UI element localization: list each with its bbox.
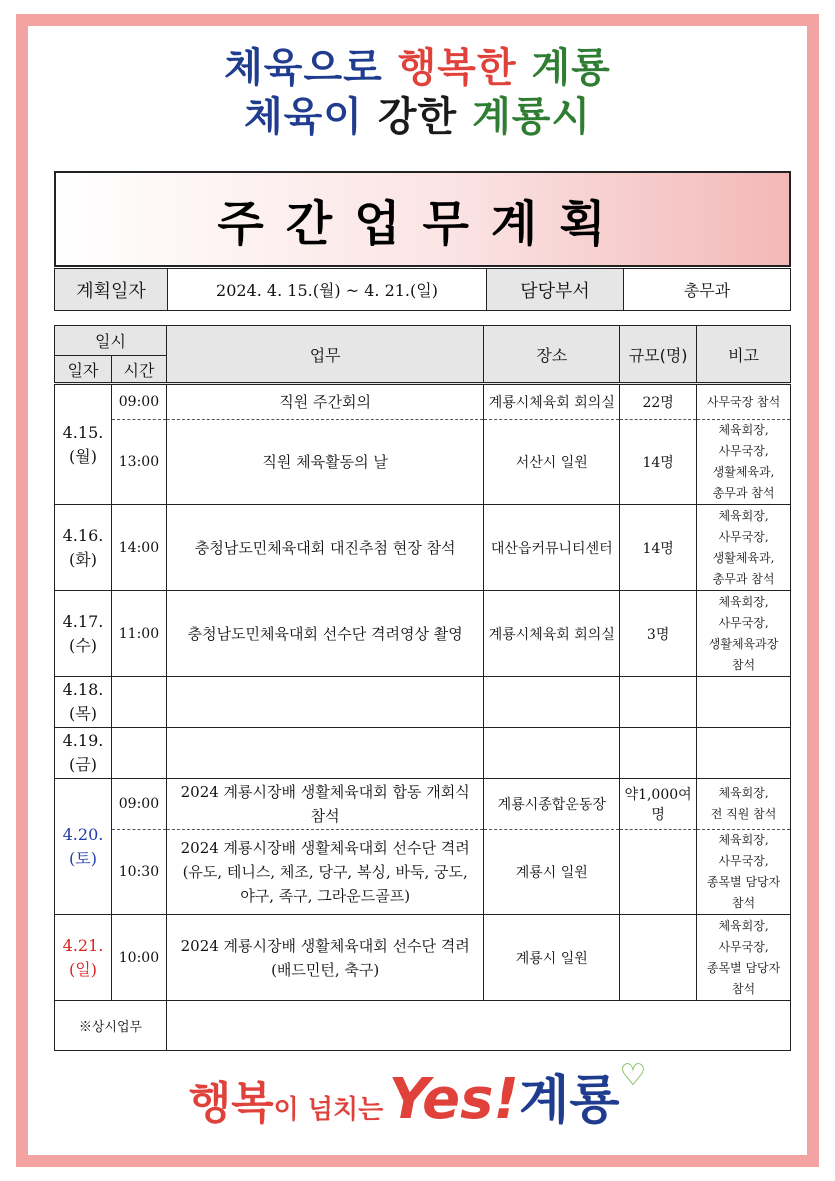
note-line: 사무국장,: [718, 939, 769, 954]
plan-date-label: 계획일자: [55, 269, 168, 311]
note-line: 사무국장,: [718, 529, 769, 544]
note-line: 생활체육과,: [712, 465, 775, 479]
scale-cell: 14명: [620, 505, 697, 591]
day-text: (금): [69, 755, 97, 774]
note-line: 생활체육과장: [708, 636, 779, 651]
note-cell: [697, 915, 791, 1001]
task-cell: 충청남도민체육대회 대진추첨 현장 참석: [166, 505, 483, 591]
footer-word: 계룡: [518, 1071, 620, 1131]
table-row: [55, 915, 791, 1001]
time-cell: 11:00: [111, 591, 166, 677]
note-line: 참석: [731, 657, 756, 672]
header-scale: 규모(명): [620, 326, 697, 384]
footer-word: 행복: [188, 1078, 274, 1129]
header-note: 비고: [697, 326, 791, 384]
table-row: [55, 677, 791, 728]
scale-cell: [620, 830, 697, 915]
table-row: [55, 384, 791, 420]
date-text: 4.20.: [62, 824, 104, 844]
note-line: 사무국장,: [718, 444, 769, 458]
time-cell: 14:00: [111, 505, 166, 591]
place-cell: 계룡시체육회 회의실: [484, 384, 620, 420]
footer-word: Yes!: [388, 1067, 519, 1132]
table-row: [55, 505, 791, 591]
slogan-word: 행복한: [397, 45, 517, 91]
time-cell: 09:00: [111, 779, 166, 830]
date-text: 4.21.: [62, 935, 104, 955]
date-cell: [55, 728, 112, 779]
note-line: 체육회장,: [718, 918, 769, 933]
time-cell: 13:00: [111, 420, 166, 505]
note-line: 체육회장,: [718, 423, 769, 437]
slogan-line-1: [0, 45, 835, 91]
regular-tasks-cell: [166, 1001, 790, 1051]
scale-cell: [620, 779, 697, 830]
date-text: 4.16.: [62, 525, 104, 545]
task-line: 참석: [310, 807, 340, 825]
note-cell: 사무국장 참석: [697, 384, 791, 420]
header-place: 장소: [484, 326, 620, 384]
date-cell: [55, 677, 112, 728]
note-cell: [697, 779, 791, 830]
slogan-word: 강한: [377, 94, 458, 140]
note-cell: [697, 420, 791, 505]
task-line: 2024 계룡시장배 생활체육대회 선수단 격려: [180, 839, 470, 857]
slogan-word: 체육으로: [224, 45, 383, 91]
scale-cell: 22명: [620, 384, 697, 420]
department-label: 담당부서: [487, 269, 624, 311]
day-text: (월): [69, 446, 97, 466]
note-line: 종목별 담당자: [706, 875, 781, 889]
scale-line: 약1,000여: [624, 787, 692, 803]
table-row: [55, 830, 791, 915]
date-cell: [55, 505, 112, 591]
slogan-word: 계룡: [531, 45, 611, 91]
task-line: 2024 계룡시장배 생활체육대회 합동 개회식: [180, 783, 470, 801]
date-cell: [55, 915, 112, 1001]
place-cell: 계룡시 일원: [484, 830, 620, 915]
task-cell: 직원 주간회의: [166, 384, 483, 420]
department-value: 총무과: [624, 269, 791, 311]
title-banner: [54, 171, 791, 267]
slogan-word: 체육이: [244, 94, 363, 140]
regular-tasks-label: ※상시업무: [55, 1001, 167, 1051]
task-cell: [166, 830, 483, 915]
day-text: (수): [69, 635, 97, 655]
scale-line: 명: [651, 807, 665, 823]
table-row: [55, 591, 791, 677]
note-line: 사무국장,: [718, 615, 769, 630]
plan-info-table: [54, 268, 791, 311]
task-line: 2024 계룡시장배 생활체육대회 선수단 격려: [180, 936, 470, 955]
heart-icon: ♡: [619, 1058, 647, 1093]
note-line: 체육회장,: [718, 786, 769, 800]
table-row: [55, 779, 791, 830]
header-datetime: 일시: [55, 326, 167, 356]
date-text: 4.15.: [62, 422, 104, 442]
scale-cell: 3명: [620, 591, 697, 677]
task-cell: [166, 779, 483, 830]
page-title: 주간업무계획: [217, 195, 628, 252]
note-line: 총무과 참석: [712, 571, 775, 586]
day-text: (화): [69, 549, 97, 569]
day-text: (토): [69, 848, 97, 868]
plan-date-value: 2024. 4. 15.(월) ~ 4. 21.(일): [168, 269, 487, 311]
note-line: 사무국장,: [718, 854, 769, 868]
note-cell: [697, 505, 791, 591]
table-row: [55, 1001, 791, 1051]
task-line: 야구, 족구, 그라운드골프): [240, 887, 411, 905]
task-cell: 충청남도민체육대회 선수단 격려영상 촬영: [166, 591, 483, 677]
place-cell: 계룡시 일원: [484, 915, 620, 1001]
slogan-word: 계룡시: [472, 94, 591, 140]
day-text: (목): [69, 704, 97, 723]
note-line: 총무과 참석: [712, 486, 775, 500]
header-time: 시간: [111, 356, 166, 384]
date-text: 4.19.: [62, 731, 104, 750]
table-row: [55, 420, 791, 505]
date-cell: [55, 384, 112, 505]
task-cell: 직원 체육활동의 날: [166, 420, 483, 505]
date-cell: [55, 591, 112, 677]
time-cell: 10:30: [111, 830, 166, 915]
place-cell: 대산읍커뮤니티센터: [484, 505, 620, 591]
day-text: (일): [69, 959, 97, 979]
footer-slogan: [0, 1058, 835, 1133]
slogan-line-2: [0, 94, 835, 140]
place-cell: 계룡시체육회 회의실: [484, 591, 620, 677]
table-row: [55, 728, 791, 779]
note-line: 체육회장,: [718, 594, 769, 609]
place-cell: 계룡시종합운동장: [484, 779, 620, 830]
header-task: 업무: [166, 326, 483, 384]
note-line: 체육회장,: [718, 833, 769, 847]
note-line: 체육회장,: [718, 508, 769, 523]
schedule-table: [54, 325, 791, 1051]
time-cell: 09:00: [111, 384, 166, 420]
task-line: (배드민턴, 축구): [271, 960, 380, 979]
footer-word: 이 넘치는: [273, 1095, 384, 1125]
note-line: 참석: [731, 981, 756, 996]
date-text: 4.18.: [62, 680, 104, 699]
scale-cell: [620, 915, 697, 1001]
date-text: 4.17.: [62, 611, 104, 631]
note-line: 참석: [731, 896, 756, 910]
date-cell: [55, 779, 112, 915]
note-line: 종목별 담당자: [706, 960, 781, 975]
time-cell: 10:00: [111, 915, 166, 1001]
scale-cell: 14명: [620, 420, 697, 505]
note-line: 생활체육과,: [712, 550, 775, 565]
note-line: 전 직원 참석: [710, 807, 777, 821]
header-date: 일자: [55, 356, 112, 384]
note-cell: [697, 830, 791, 915]
task-line: (유도, 테니스, 체조, 당구, 복싱, 바둑, 궁도,: [182, 863, 468, 881]
task-cell: [166, 915, 483, 1001]
note-cell: [697, 591, 791, 677]
place-cell: 서산시 일원: [484, 420, 620, 505]
